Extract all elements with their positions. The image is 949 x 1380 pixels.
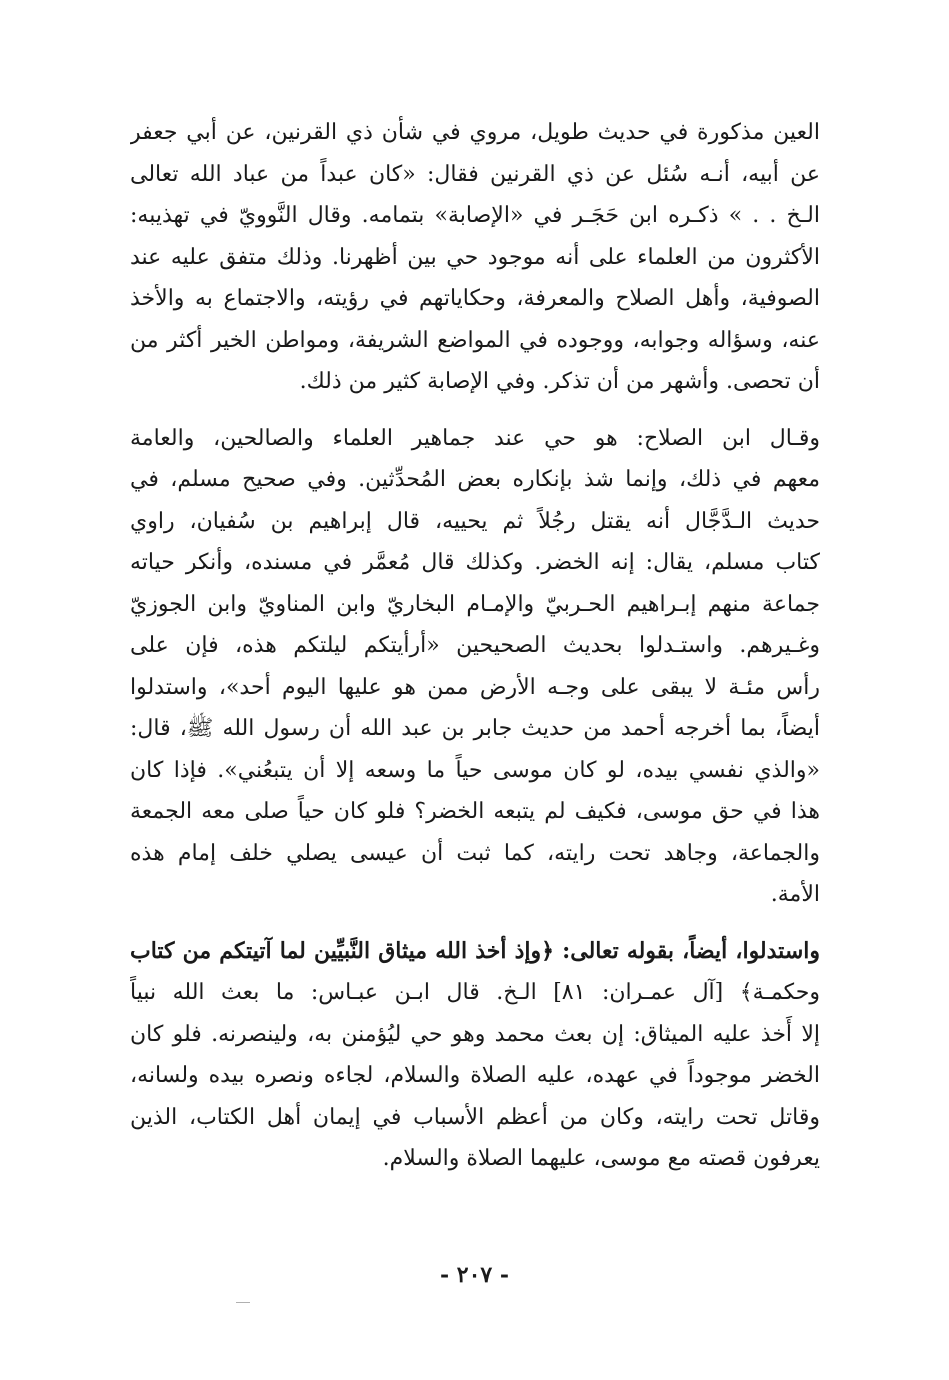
page-number: - ٢٠٧ - xyxy=(439,1262,510,1288)
text-line: إلا أَخذ عليه الميثاق: إن بعث محمد وهو حي ليُؤمنن به، ولينصرنه. فلو كان xyxy=(130,1021,820,1047)
text-line-quran-verse: واستدلوا، أيضاً، بقوله تعالى: ﴿وإذ أخذ الله ميثاق النَّبيِّين لما آتيتكم من كتاب xyxy=(130,937,820,964)
text-line: الصوفية، وأهل الصلاح والمعرفة، وحكاياتهم في رؤيته، والاجتماع به والأخذ xyxy=(130,286,820,311)
paragraph-spacer xyxy=(130,403,820,418)
text-line: وحكمـة﴾ [آل عمـران: ٨١] الـخ. قال ابـن عبـاس: ما بعث الله نبياً xyxy=(130,980,820,1005)
text-line: هذا في حق موسى، فكيف لم يتبعه الخضر؟ فلو كان حياً صلى معه الجمعة xyxy=(130,799,820,824)
text-line: معهم في ذلك، وإنما شذ بإنكاره بعض المُحدِّثين. وفي صحيح مسلم، في xyxy=(130,467,820,492)
text-line: «والذي نفسي بيده، لو كان موسى حياً ما وسعه إلا أن يتبعُني». فإذا كان xyxy=(130,757,820,783)
text-line: كتاب مسلم، يقال: إنه الخضر. وكذلك قال مُعمَّر في مسنده، وأنكر حياته xyxy=(130,550,820,575)
text-line: عنه، وسؤاله وجوابه، ووجوده في المواضع الشريفة، ومواطن الخير أكثر من xyxy=(130,327,820,353)
paragraph-spacer xyxy=(130,916,820,931)
text-line: أن تحصى. وأشهر من أن تذكر. وفي الإصابة كثير من ذلك. xyxy=(299,369,820,394)
text-line: الأمة. xyxy=(770,882,820,907)
text-line: وقاتل تحت رايته، وكان من أعظم الأسباب في إيمان أهل الكتاب، الذين xyxy=(130,1104,820,1130)
paragraph-3 xyxy=(130,931,820,1180)
text-line: الـخ . . » ذكـره ابن حَجَـر في «الإصابة» بتمامه. وقال النَّوويّ في تهذيبه: xyxy=(130,203,820,228)
text-line: الأكثرون من العلماء على أنه موجود حي بين أظهرنا. وذلك متفق عليه عند xyxy=(130,244,820,270)
text-line: أيضاً، بما أخرجه أحمد من حديث جابر بن عبد الله أن رسول الله ﷺ، قال: xyxy=(130,716,820,741)
paragraph-2 xyxy=(130,418,820,916)
text-line: الخضر موجوداً في عهده، عليه الصلاة والسلام، لجاءه ونصره بيده ولسانه، xyxy=(130,1063,820,1088)
text-line: رأس مئـة لا يبقى على وجـه الأرض ممن هو عليها اليوم أحد»، واستدلوا xyxy=(130,674,820,700)
text-line: حديث الـدَّجَّال أنه يقتل رجُلاً ثم يحييه، قال إبراهيم بن سُفيان، راوي xyxy=(130,508,820,534)
text-line: وغـيرهم. واستـدلوا بحديث الصحيحين «أرأيتكم ليلتكم هذه، فإن على xyxy=(130,633,820,658)
paragraph-1 xyxy=(130,112,820,403)
page-body xyxy=(130,112,820,1180)
text-line: يعرفون قصته مع موسى، عليهما الصلاة والسلام. xyxy=(382,1146,820,1171)
text-line: عن أبيه، أنـه سُئل عن ذي القرنين فقال: «كان عبداً من عباد الله تعالى xyxy=(130,161,820,187)
scan-artifact-mark xyxy=(236,1302,250,1303)
text-line: جماعة منهم إبـراهيم الحـربيّ والإمـام البخاريّ وابن المناويّ وابن الجوزيّ xyxy=(130,591,820,617)
text-line: وقـال ابن الصلاح: هو حي عند جماهير العلماء والصالحين، والعامة xyxy=(130,425,820,451)
text-line: والجماعة، وجاهد تحت رايته، كما ثبت أن عيسى يصلي خلف إمام هذه xyxy=(130,840,820,866)
text-line: العين مذكورة في حديث طويل، مروي في شأن ذي القرنين، عن أبي جعفر xyxy=(130,120,820,145)
